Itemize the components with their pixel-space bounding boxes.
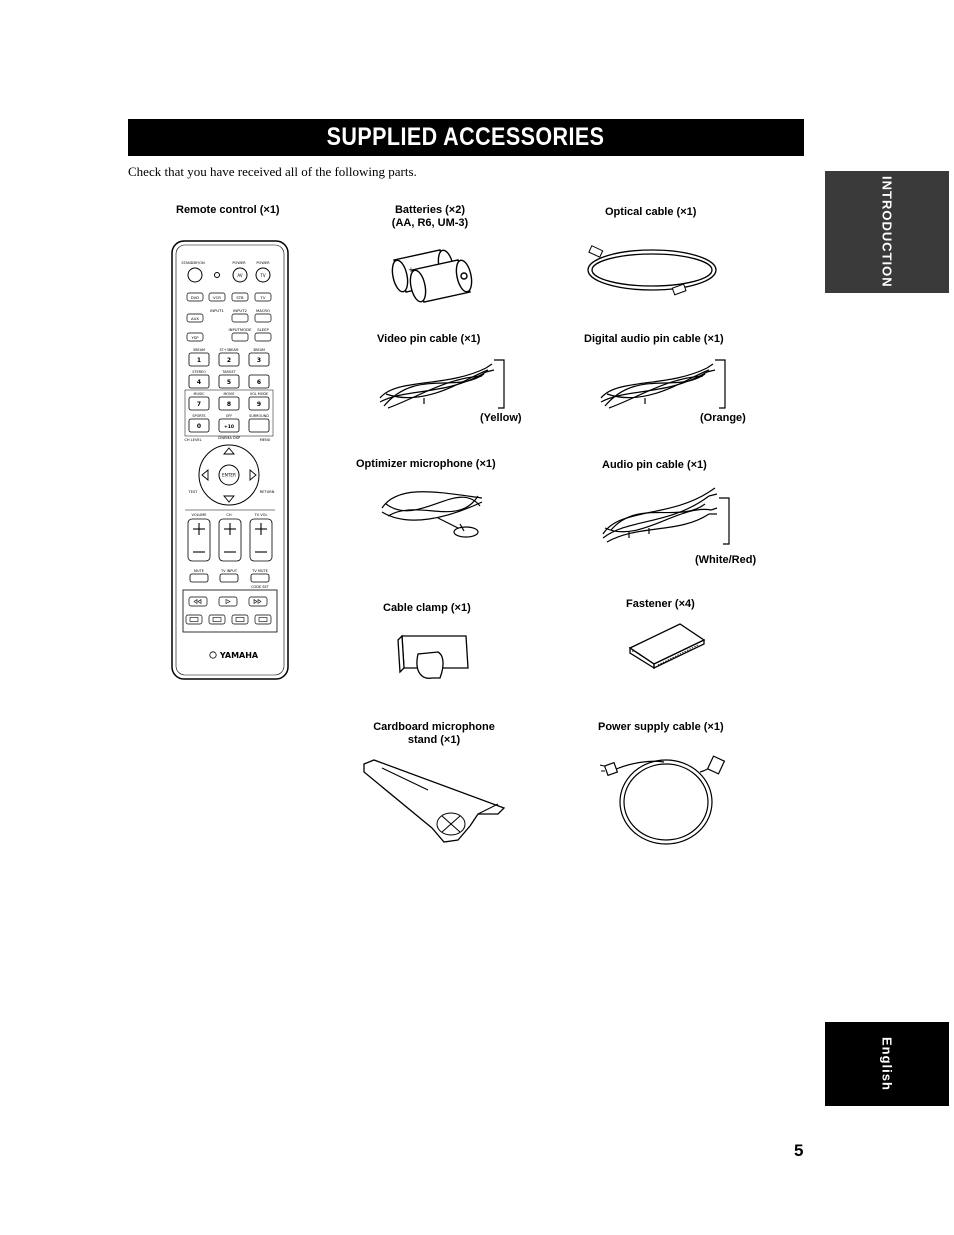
- tab-english-label: English: [879, 1037, 895, 1091]
- power-plug-icon: [605, 763, 618, 776]
- fastener-illustration: [628, 622, 706, 668]
- remote-label: Remote control (×1): [176, 204, 280, 216]
- digital-audio-label: Digital audio pin cable (×1): [584, 333, 724, 345]
- key-8: 8: [226, 401, 232, 408]
- target-label: TARGET: [222, 370, 236, 374]
- beam-label: 5BEAM: [193, 348, 205, 352]
- video-pin-label: Video pin cable (×1): [377, 333, 481, 345]
- vcr-key: VCR: [213, 295, 221, 300]
- batteries-name: Batteries (×2): [394, 204, 465, 216]
- tv-button-label: TV: [260, 273, 266, 278]
- sleep-label: SLEEP: [257, 327, 269, 332]
- tv-input-label: TV INPUT: [220, 569, 238, 573]
- return-label: RETURN: [259, 490, 275, 494]
- vol-mode-label: VOL MODE: [249, 392, 269, 396]
- st-beam-label: ST+3BEAM: [219, 348, 239, 352]
- video-pin-note: (Yellow): [480, 412, 522, 424]
- key-plus10: +10: [223, 425, 235, 430]
- off-label: OFF: [225, 414, 233, 418]
- optical-cable-illustration: [585, 240, 720, 300]
- intro-text: Check that you have received all of the following parts.: [128, 164, 417, 179]
- yamaha-logo-text: YAMAHA: [219, 651, 259, 660]
- page-title: SUPPLIED ACCESSORIES: [327, 123, 605, 151]
- ch-level-label: CH LEVEL: [184, 438, 202, 442]
- power-cable-illustration: [602, 752, 728, 848]
- batteries-illustration: [388, 242, 484, 306]
- digital-audio-note: (Orange): [700, 412, 746, 424]
- page-number: 5: [794, 1141, 804, 1160]
- dvd-key: DVD: [190, 295, 200, 300]
- tab-introduction[interactable]: [825, 171, 949, 293]
- enter-label: ENTER: [222, 472, 236, 478]
- optimizer-microphone-illustration: [378, 478, 488, 542]
- page-title-bar: [128, 119, 804, 156]
- audio-pin-label: Audio pin cable (×1): [602, 459, 707, 471]
- battery-plus-icon: +: [408, 266, 414, 274]
- key-5: 5: [226, 379, 232, 386]
- cardboard-stand-illustration: [362, 758, 510, 844]
- remote-power-tv-label: POWER: [256, 261, 270, 265]
- stb-key: STB: [236, 295, 244, 300]
- key-7: 7: [196, 401, 202, 408]
- music-label: MUSIC: [193, 392, 205, 396]
- input2-label: INPUT2: [233, 308, 247, 313]
- input-mode-label: INPUTMODE: [228, 327, 252, 332]
- key-2: 2: [226, 357, 232, 364]
- code-set-label: CODE SET: [251, 585, 269, 589]
- standby-button: [188, 268, 202, 282]
- macro-label: MACRO: [255, 308, 271, 313]
- input1-label: INPUT1: [210, 308, 224, 313]
- cardboard-stand-name: Cardboard microphone: [373, 721, 495, 733]
- ch-label: CH: [226, 513, 232, 517]
- sports-label: SPORTS: [192, 414, 206, 418]
- ysp-key: YSP: [191, 335, 199, 340]
- key-4: 4: [196, 379, 202, 386]
- cable-clamp-illustration: [394, 632, 474, 682]
- batteries-label: [380, 204, 480, 230]
- menu-label: MENU: [259, 438, 271, 442]
- tv-vol-label: TV VOL: [254, 513, 268, 517]
- optical-label: Optical cable (×1): [605, 206, 697, 218]
- remote-power-av-label: POWER: [232, 261, 246, 265]
- power-connector-icon: [708, 756, 725, 774]
- tv-mute-label: TV MUTE: [252, 569, 268, 573]
- key-3: 3: [256, 357, 262, 364]
- three-beam-label: 3BEAM: [253, 348, 265, 352]
- tab-introduction-label: INTRODUCTION: [879, 176, 895, 288]
- video-pin-cable-illustration: [376, 358, 511, 416]
- remote-control-illustration: [171, 240, 289, 680]
- mute-label: MUTE: [194, 569, 204, 573]
- optical-plug-left-icon: [589, 246, 603, 257]
- digital-audio-cable-illustration: [597, 358, 732, 416]
- volume-label: VOLUME: [191, 513, 207, 517]
- av-button-label: AV: [237, 273, 243, 278]
- power-cable-label: Power supply cable (×1): [598, 721, 724, 733]
- test-label: TEST: [188, 490, 198, 494]
- remote-standby-label: STANDBY/ON: [181, 261, 205, 265]
- audio-pin-cable-illustration: [599, 484, 734, 550]
- audio-pin-note: (White/Red): [695, 554, 757, 566]
- tv-key: TV: [260, 295, 266, 300]
- tab-english[interactable]: [825, 1022, 949, 1106]
- surround-label: SURROUND: [249, 414, 269, 418]
- cardboard-stand-detail: stand (×1): [407, 734, 461, 746]
- key-6: 6: [256, 379, 262, 386]
- indicator-icon: [215, 273, 220, 278]
- aux-key: AUX: [191, 316, 199, 321]
- movie-label: MOVIE: [223, 392, 235, 396]
- fastener-label: Fastener (×4): [626, 598, 695, 610]
- key-9: 9: [256, 401, 262, 408]
- optimizer-mic-label: Optimizer microphone (×1): [356, 458, 496, 470]
- optical-plug-right-icon: [672, 284, 686, 295]
- stereo-label: STEREO: [192, 370, 206, 374]
- cardboard-stand-label: [364, 721, 504, 747]
- key-0: 0: [196, 423, 202, 430]
- key-1: 1: [196, 357, 202, 364]
- cinema-dsp-label: CINEMA DSP: [217, 436, 241, 440]
- batteries-detail: (AA, R6, UM-3): [391, 217, 469, 229]
- cable-clamp-label: Cable clamp (×1): [383, 602, 471, 614]
